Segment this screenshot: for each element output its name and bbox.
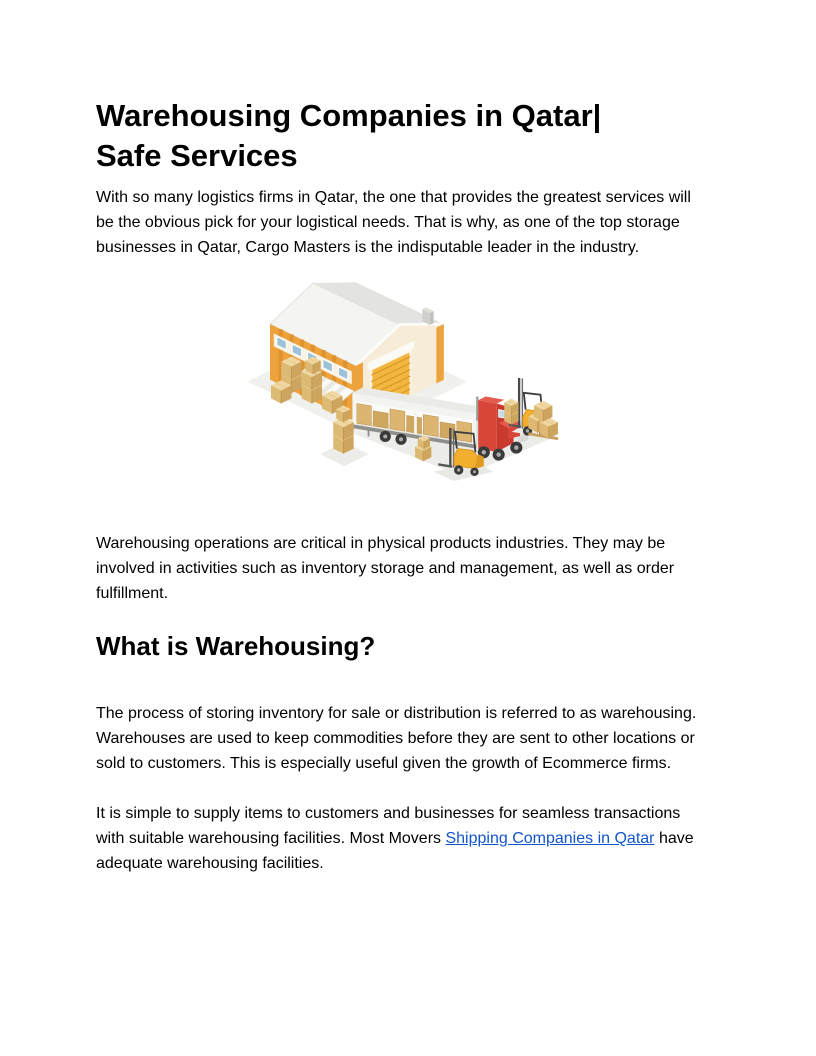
section-heading: What is Warehousing? (96, 631, 376, 661)
warehouse-illustration-figure (96, 268, 708, 486)
section-paragraph-2-prefix: It is simple to supply items to customers and businesses for seamless transactions with suitable warehousing facilities. Most Movers (96, 805, 681, 847)
document-title-line-1: Warehousing Companies in Qatar| (96, 98, 602, 133)
section-paragraph-2 (96, 801, 708, 876)
section-paragraph-2-suffix: have adequate warehousing facilities. (96, 830, 694, 872)
shipping-companies-link[interactable]: Shipping Companies in Qatar (445, 830, 655, 847)
crate-stack-bottom (333, 405, 353, 453)
section-paragraph-1: The process of storing inventory for sale or distribution is referred to as warehousing. Warehouses are used to keep commodities before they are sent to other locations or sold to customers. This is especially useful given the growth of Ecommerce firms. (96, 705, 697, 772)
intro-paragraph: With so many logistics firms in Qatar, the one that provides the greatest services will be the obvious pick for your logistical needs. That is why, as one of the top storage businesses in Qatar, Cargo Masters is the indisputable leader in the industry. (96, 189, 691, 256)
warehouse-illustration (244, 268, 560, 486)
document-title (96, 96, 708, 176)
crate-stack-right (528, 401, 558, 439)
after-image-paragraph: Warehousing operations are critical in physical products industries. They may be involved in activities such as inventory storage and management, as well as order fulfillment. (96, 535, 675, 602)
document-title-line-2: Safe Services (96, 138, 298, 173)
